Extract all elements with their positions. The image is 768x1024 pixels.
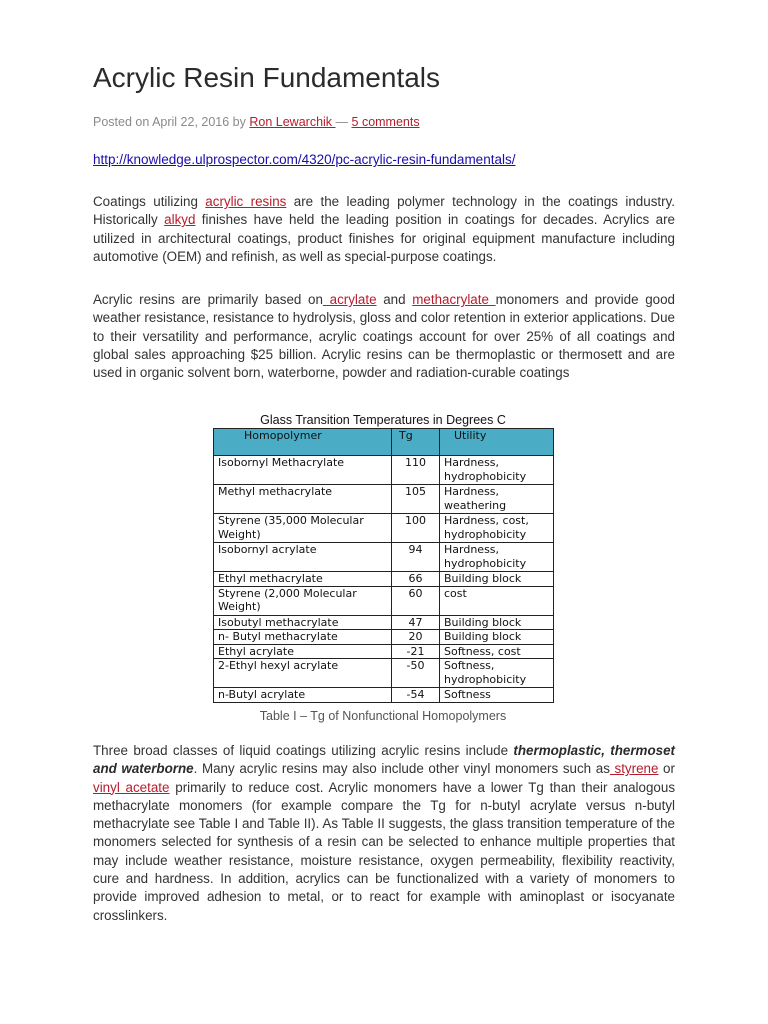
cell-homopolymer: 2-Ethyl hexyl acrylate — [214, 659, 392, 688]
paragraph-text: are the leading polymer technology in the coatings industry. Historically — [93, 194, 675, 228]
acrylic-resins-link[interactable]: acrylic resins — [205, 194, 287, 209]
cell-tg: 110 — [392, 456, 440, 485]
cell-tg: 60 — [392, 586, 440, 615]
header-tg: Tg — [392, 429, 440, 456]
cell-tg: 66 — [392, 572, 440, 587]
table-row — [214, 688, 554, 703]
header-utility: Utility — [440, 429, 554, 456]
paragraph-intro — [93, 193, 675, 266]
cell-tg: -50 — [392, 659, 440, 688]
paragraph-text: Acrylic resins are primarily based on — [93, 292, 323, 307]
posted-date: Posted on April 22, 2016 by — [93, 115, 250, 129]
table-row — [214, 644, 554, 659]
cell-utility: Hardness, cost, hydrophobicity — [440, 514, 554, 543]
cell-homopolymer: Styrene (35,000 Molecular Weight) — [214, 514, 392, 543]
emphasis-classes: thermoplastic, thermoset and waterborne — [93, 743, 675, 777]
alkyd-link[interactable]: alkyd — [164, 212, 196, 228]
cell-utility: cost — [440, 586, 554, 615]
cell-homopolymer: Isobornyl acrylate — [214, 543, 392, 572]
source-url-line — [93, 152, 515, 167]
comments-link[interactable]: 5 comments — [351, 115, 420, 129]
paragraph-classes — [93, 742, 675, 925]
table-row — [214, 543, 554, 572]
table-row — [214, 456, 554, 485]
cell-utility: Building block — [440, 615, 554, 630]
article-title: Acrylic Resin Fundamentals — [93, 62, 441, 93]
table-row — [214, 485, 554, 514]
cell-utility: Hardness, hydrophobicity — [440, 456, 554, 485]
table-header-row — [214, 429, 554, 456]
methacrylate-link[interactable]: methacrylate — [412, 292, 496, 307]
cell-homopolymer: Styrene (2,000 Molecular Weight) — [214, 586, 392, 615]
cell-homopolymer: Isobutyl methacrylate — [214, 615, 392, 630]
acrylate-link[interactable]: acrylate — [322, 292, 377, 307]
cell-utility: Building block — [440, 572, 554, 587]
table-title: Glass Transition Temperatures in Degrees C — [260, 413, 506, 427]
cell-tg: -54 — [392, 688, 440, 703]
cell-homopolymer: Ethyl methacrylate — [214, 572, 392, 587]
cell-homopolymer: n-Butyl acrylate — [214, 688, 392, 703]
styrene-link[interactable]: styrene — [609, 761, 659, 777]
table-row — [214, 615, 554, 630]
table-row — [214, 572, 554, 587]
paragraph-text: Coatings utilizing — [93, 194, 206, 209]
cell-homopolymer: n- Butyl methacrylate — [214, 630, 392, 645]
tg-table-figure — [213, 408, 553, 703]
cell-tg: 100 — [392, 514, 440, 543]
paragraph-monomers — [93, 291, 675, 382]
cell-tg: 105 — [392, 485, 440, 514]
table-row — [214, 659, 554, 688]
paragraph-text: finishes have held the leading position in coatings for decades. Acrylics are utilized in architectural coatings, product finishes for original equipment manufacture including automotive (OEM) and refinish, as well as special-purpose coatings. — [93, 212, 675, 264]
cell-tg: 47 — [392, 615, 440, 630]
cell-tg: -21 — [392, 644, 440, 659]
table-row — [214, 514, 554, 543]
paragraph-text: monomers and provide good weather resistance, resistance to hydrolysis, gloss and color retention in exterior applications. Due to their versatility and performance, acrylic coatings account for over 25% of all coatings and global sales approaching $25 billion. Acrylic resins can be thermoplastic or thermosett and are used in organic solvent born, waterborne, powder and radiation-curable coatings — [93, 292, 676, 381]
header-homopolymer: Homopolymer — [214, 429, 392, 456]
cell-utility: Softness, hydrophobicity — [440, 659, 554, 688]
table-row — [214, 586, 554, 615]
cell-homopolymer: Isobornyl Methacrylate — [214, 456, 392, 485]
paragraph-text: and — [376, 292, 413, 307]
cell-tg: 20 — [392, 630, 440, 645]
cell-tg: 94 — [392, 543, 440, 572]
source-url-link[interactable]: http://knowledge.ulprospector.com/4320/pc-acrylic-resin-fundamentals/ — [93, 152, 516, 167]
meta-separator: — — [335, 115, 352, 129]
table-caption: Table I – Tg of Nonfunctional Homopolymers — [259, 709, 507, 723]
paragraph-text: primarily to reduce cost. Acrylic monomers have a lower Tg than their analogous methacrylate monomers (for example compare the Tg for n-butyl acrylate versus n-butyl methacrylate see Table I and Table II). As Table II suggests, the glass transition temperature of the monomers selected for synthesis of a resin can be selected to enhance multiple properties that may include weather resistance, moisture resistance, oxygen permeability, flexibility reactivity, cure and hardness. In addition, acrylics can be functionalized with a variety of monomers to provide improved adhesion to metal, or to react for example with aminoplast or isocyanate crosslinkers. — [93, 779, 676, 923]
cell-utility: Hardness, weathering — [440, 485, 554, 514]
paragraph-text: . Many acrylic resins may also include other vinyl monomers such as — [193, 761, 610, 777]
table-row — [214, 630, 554, 645]
cell-homopolymer: Methyl methacrylate — [214, 485, 392, 514]
paragraph-text: or — [658, 761, 675, 777]
cell-utility: Softness, cost — [440, 644, 554, 659]
author-link[interactable]: Ron Lewarchik — [249, 115, 336, 129]
cell-utility: Building block — [440, 630, 554, 645]
cell-homopolymer: Ethyl acrylate — [214, 644, 392, 659]
tg-table — [213, 428, 554, 703]
post-meta — [93, 115, 420, 129]
vinyl-acetate-link[interactable]: vinyl acetate — [93, 779, 170, 795]
paragraph-text: Three broad classes of liquid coatings utilizing acrylic resins include — [93, 743, 514, 758]
cell-utility: Hardness, hydrophobicity — [440, 543, 554, 572]
cell-utility: Softness — [440, 688, 554, 703]
